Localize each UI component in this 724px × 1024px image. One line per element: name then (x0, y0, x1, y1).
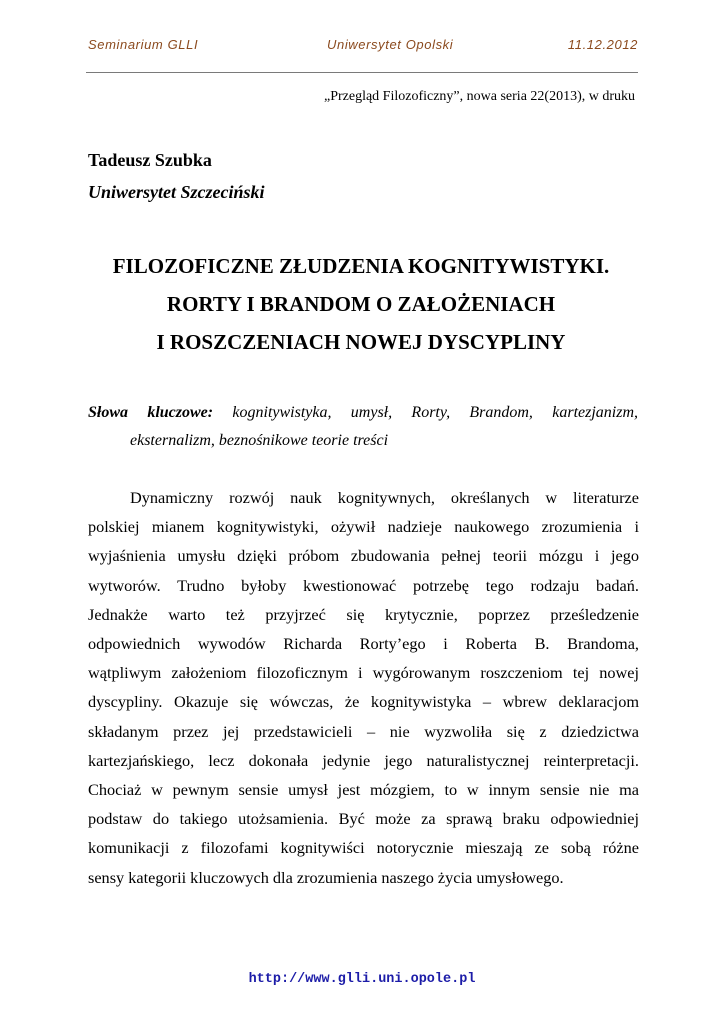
title-line: RORTY I BRANDOM O ZAŁOŻENIACH (166, 292, 556, 316)
abstract-line: Chociaż w pewnym sensie umysł jest mózgiem, to w innym sensie nie ma (88, 780, 639, 800)
abstract-line: komunikacji z filozofami kognitywiści notorycznie mieszają ze sobą różne (88, 838, 639, 858)
header-divider (86, 72, 638, 73)
abstract-line: Jednakże warto też przyjrzeć się krytycznie, poprzez prześledzenie (88, 604, 639, 624)
header-seminar-name: Seminarium GLLI (88, 37, 199, 52)
abstract-line: kartezjańskiego, lecz dokonała jedynie jego naturalistycznej reinterpretacji. (88, 750, 639, 770)
abstract-line: dyscypliny. Okazuje się wówczas, że kognitywistyka – wbrew deklaracjom (88, 692, 639, 712)
paper-title (86, 247, 636, 361)
abstract-line: odpowiednich wywodów Richarda Rorty’ego i Roberta B. Brandoma, (88, 634, 639, 654)
abstract-line: sensy kategorii kluczowych dla zrozumienia naszego życia umysłowego. (88, 867, 564, 887)
author-affiliation: Uniwersytet Szczeciński (88, 182, 265, 202)
author-name: Tadeusz Szubka (88, 150, 212, 170)
header-university: Uniwersytet Opolski (327, 37, 454, 52)
header-date: 11.12.2012 (567, 37, 638, 52)
title-line: I ROSZCZENIACH NOWEJ DYSCYPLINY (156, 330, 566, 354)
abstract-line: wyjaśnienia umysłu dzięki próbom zbudowania pełnej teorii mózgu i jego (88, 546, 639, 566)
abstract-line: Dynamiczny rozwój nauk kognitywnych, określanych w literaturze (130, 488, 639, 507)
abstract-line: polskiej mianem kognitywistyki, ożywił nadzieje naukowego zrozumienia i (88, 517, 639, 537)
footer-link[interactable]: http://www.glli.uni.opole.pl (248, 972, 476, 987)
keywords-block (88, 399, 638, 455)
abstract-line: wątpliwym założeniom filozoficznym i wygórowanym roszczeniom tej nowej (88, 663, 639, 683)
abstract-line: składanym przez jej przedstawicieli – nie wyzwoliła się z dziedzictwa (88, 721, 639, 741)
title-line: FILOZOFICZNE ZŁUDZENIA KOGNITYWISTYKI. (112, 254, 610, 278)
journal-note: „Przegląd Filozoficzny”, nowa seria 22(2013), w druku (323, 89, 635, 104)
keywords-label: Słowa kluczowe: (88, 404, 214, 421)
keywords-list: kognitywistyka, umysł, Rorty, Brandom, kartezjanizm, (232, 404, 639, 421)
keywords-line (88, 399, 638, 427)
abstract-line: wytworów. Trudno byłoby kwestionować potrzebę tego rodzaju badań. (88, 575, 639, 595)
keywords-line: eksternalizm, beznośnikowe teorie treści (130, 432, 389, 449)
abstract-paragraph (88, 483, 639, 892)
abstract-line: podstaw do takiego utożsamienia. Być może za sprawą braku odpowiedniej (88, 809, 639, 829)
